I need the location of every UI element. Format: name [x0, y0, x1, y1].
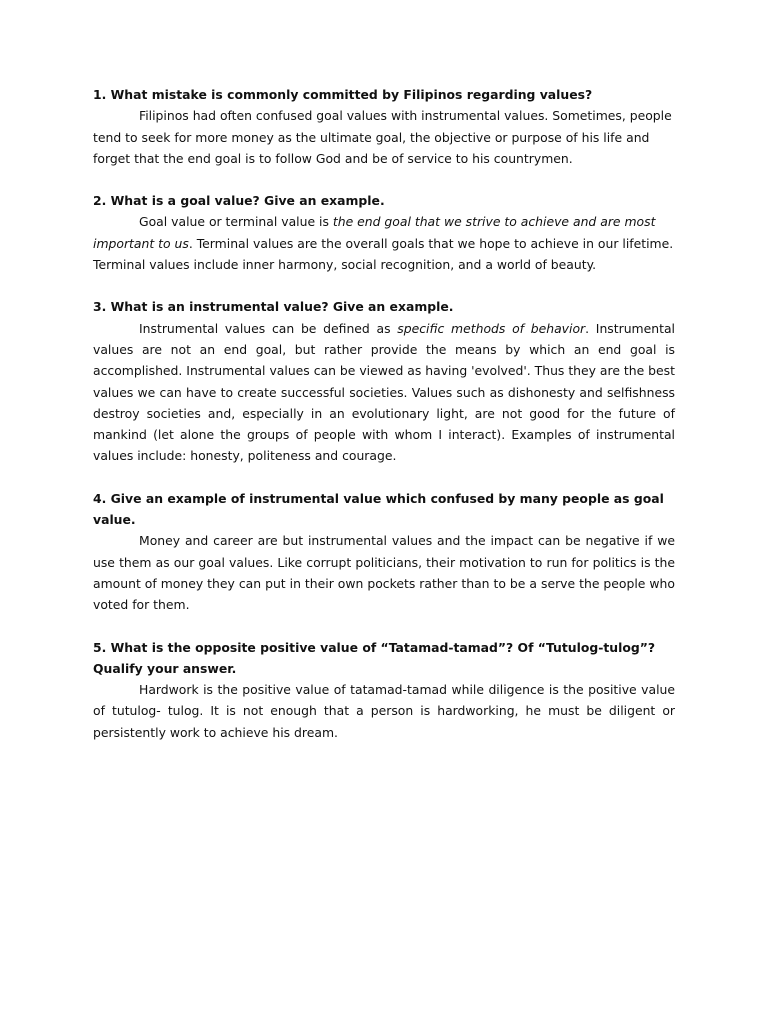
- answer-2-text-1: Goal value or terminal value is: [139, 214, 333, 230]
- question-1: 1. What mistake is commonly committed by Filipinos regarding values?: [93, 87, 593, 102]
- answer-3-text-2: . Instrumental values are not an end goal, but rather provide the means by which an end goal is accomplished. Instrumental values can be viewed as having 'evolved'. Thus they are the best values we can have to create successful societies. Values such as dishonesty and selfishness destroy societies and, especially in an evolutionary light, are not good for the future of mankind (let alone the groups of people with whom I interact). Examples of instrumental values include: honesty, politeness and courage.: [93, 320, 675, 464]
- qa-item-4: [93, 488, 675, 616]
- qa-item-2: [93, 190, 675, 275]
- answer-4-text: Money and career are but instrumental values and the impact can be negative if we use them as our goal values. Like corrupt politicians, their motivation to run for politics is the amount of money they can put in their own pockets rather than to be a serve the people who voted for them.: [93, 533, 675, 613]
- answer-3: [93, 318, 675, 467]
- question-4: 4. Give an example of instrumental value which confused by many people as goal value.: [93, 490, 664, 528]
- document-page: [93, 84, 675, 764]
- question-5: 5. What is the opposite positive value of “Tatamad-tamad”? Of “Tutulog-tulog”? Qualify your answer.: [93, 639, 656, 676]
- answer-3-text-1: Instrumental values can be defined as: [139, 320, 398, 336]
- answer-3-emphasis: specific methods of behavior: [397, 320, 586, 336]
- answer-1-text: Filipinos had often confused goal values with instrumental values. Sometimes, people tend to seek for more money as the ultimate goal, the objective or purpose of his life and forget that the end goal is to follow God and be of service to his countrymen.: [93, 108, 672, 166]
- answer-5-text: Hardwork is the positive value of tatamad-tamad while diligence is the positive value of tutulog- tulog. It is not enough that a person is hardworking, he must be diligent or persistently work to achieve his dream.: [93, 682, 675, 740]
- question-3: 3. What is an instrumental value? Give an example.: [93, 299, 454, 315]
- answer-5: [93, 679, 675, 743]
- qa-item-5: [93, 637, 675, 743]
- answer-2-emphasis: the end goal that we strive to achieve and are most important to us: [93, 214, 656, 251]
- question-2: 2. What is a goal value? Give an example.: [93, 193, 385, 209]
- answer-4: [93, 530, 675, 615]
- answer-1: [93, 105, 675, 169]
- answer-2-text-2: . Terminal values are the overall goals that we hope to achieve in our lifetime. Terminal values include inner harmony, social recognition, and a world of beauty.: [93, 235, 674, 273]
- qa-item-3: [93, 296, 675, 466]
- answer-2: [93, 211, 675, 275]
- qa-item-1: [93, 84, 675, 169]
